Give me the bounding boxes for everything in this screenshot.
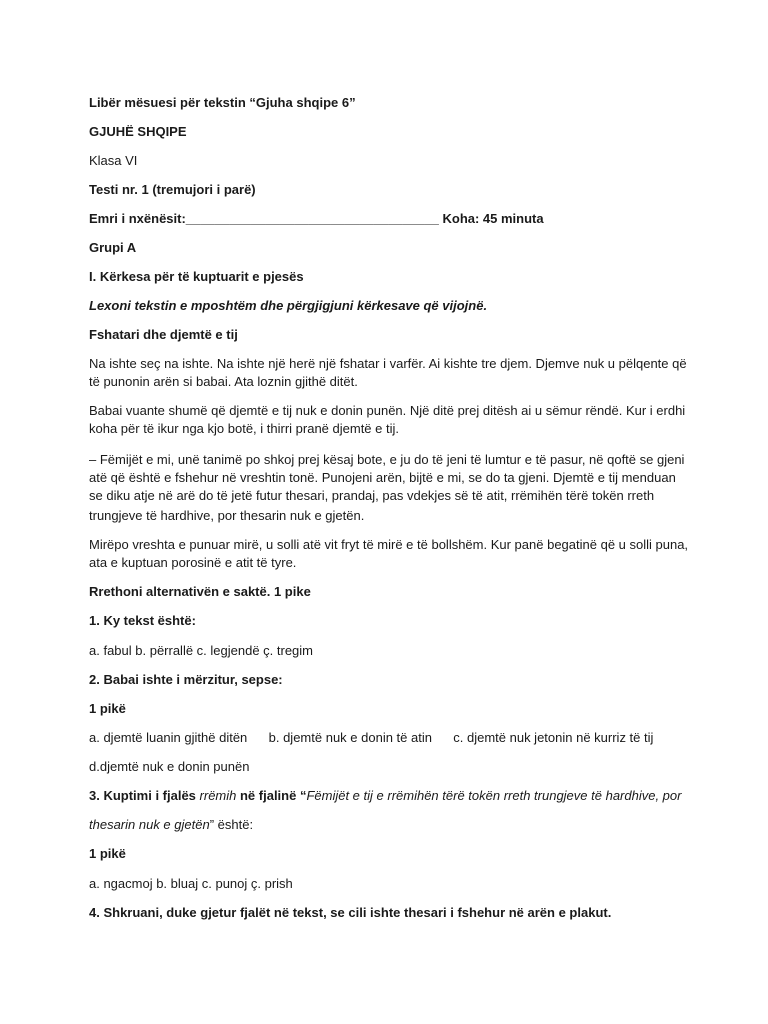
student-name-field: Emri i nxënësit:___________________________________ — [89, 211, 439, 226]
question-3-prefix: 3. Kuptimi i fjalës — [89, 788, 200, 803]
instruction-text: Lexoni tekstin e mposhtëm dhe përgjigjuni kërkesave që vijojnë. — [89, 298, 488, 313]
option-b: b. djemtë nuk e donin të atin — [268, 730, 432, 745]
story-line: atë që është e fshehur në vreshtin tonë. Punojeni arën, bijtë e mi, se do ta gjeni. Djemtë e tij menduan — [89, 470, 676, 485]
question-2-options — [89, 729, 653, 747]
class-label: Klasa VI — [89, 153, 138, 168]
story-line: Mirëpo vreshta e punuar mirë, u solli atë vit fryt të mirë e të bollshëm. Kur panë begatinë që u solli puna, — [89, 537, 689, 552]
section-title: I. Kërkesa për të kuptuarit e pjesës — [89, 269, 304, 284]
story-line: ata e kuptuan porosinë e atit të tyre. — [89, 555, 297, 570]
question-3-points: 1 pikë — [89, 846, 126, 861]
story-line: të punonin arën si babai. Ata loznin gjithë ditët. — [89, 374, 358, 389]
option-d: d.djemtë nuk e donin punën — [89, 759, 250, 774]
question-3-mid: në fjalinë “ — [236, 788, 307, 803]
subject-title: GJUHË SHQIPE — [89, 124, 187, 139]
story-line: se diku atje në arë do të jetë futur thesari, prandaj, pas vdekjes së të atit, rrëmihën tërë tokën rreth — [89, 488, 655, 503]
question-3-word: rrëmih — [199, 788, 237, 803]
task-title: Rrethoni alternativën e saktë. 1 pike — [89, 584, 311, 599]
question-4-title: 4. Shkruani, duke gjetur fjalët në tekst, se cili ishte thesari i fshehur në arën e plakut. — [89, 905, 612, 920]
option-a: a. djemtë luanin gjithë ditën — [89, 730, 248, 745]
question-2-points: 1 pikë — [89, 701, 126, 716]
story-line: Babai vuante shumë që djemtë e tij nuk e donin punën. Një ditë prej ditësh ai u sëmur rëndë. Kur i erdhi — [89, 403, 686, 418]
story-title: Fshatari dhe djemtë e tij — [89, 327, 238, 342]
group-label: Grupi A — [89, 240, 137, 255]
time-label: Koha: 45 minuta — [442, 211, 544, 226]
question-3-suffix: ” është: — [209, 817, 254, 832]
story-line: koha për të ikur nga kjo botë, i thirri pranë djemtë e tij. — [89, 421, 399, 436]
question-1-title: 1. Ky tekst është: — [89, 613, 196, 628]
question-3-line-1 — [89, 787, 681, 805]
book-title: Libër mësuesi për tekstin “Gjuha shqipe 6” — [89, 95, 356, 110]
question-2-title: 2. Babai ishte i mërzitur, sepse: — [89, 672, 283, 687]
question-3-options: a. ngacmoj b. bluaj c. punoj ç. prish — [89, 876, 293, 891]
story-line: trungjeve të hardhive, por thesarin nuk e gjetën. — [89, 508, 365, 523]
question-3-line-2 — [89, 816, 253, 834]
story-line: Na ishte seç na ishte. Na ishte një herë një fshatar i varfër. Ai kishte tre djem. Djemve nuk u pëlqente që — [89, 356, 687, 371]
question-3-quote-2: thesarin nuk e gjetën — [89, 817, 210, 832]
name-time-line — [89, 210, 544, 228]
test-title: Testi nr. 1 (tremujori i parë) — [89, 182, 256, 197]
question-1-options: a. fabul b. përrallë c. legjendë ç. tregim — [89, 643, 314, 658]
story-line: – Fëmijët e mi, unë tanimë po shkoj prej kësaj bote, e ju do të jeni të lumtur e të pasur, në qoftë se gjeni — [89, 452, 685, 467]
question-3-quote-1: Fëmijët e tij e rrëmihën tërë tokën rreth trungjeve të hardhive, por — [306, 788, 682, 803]
option-c: c. djemtë nuk jetonin në kurriz të tij — [453, 730, 654, 745]
